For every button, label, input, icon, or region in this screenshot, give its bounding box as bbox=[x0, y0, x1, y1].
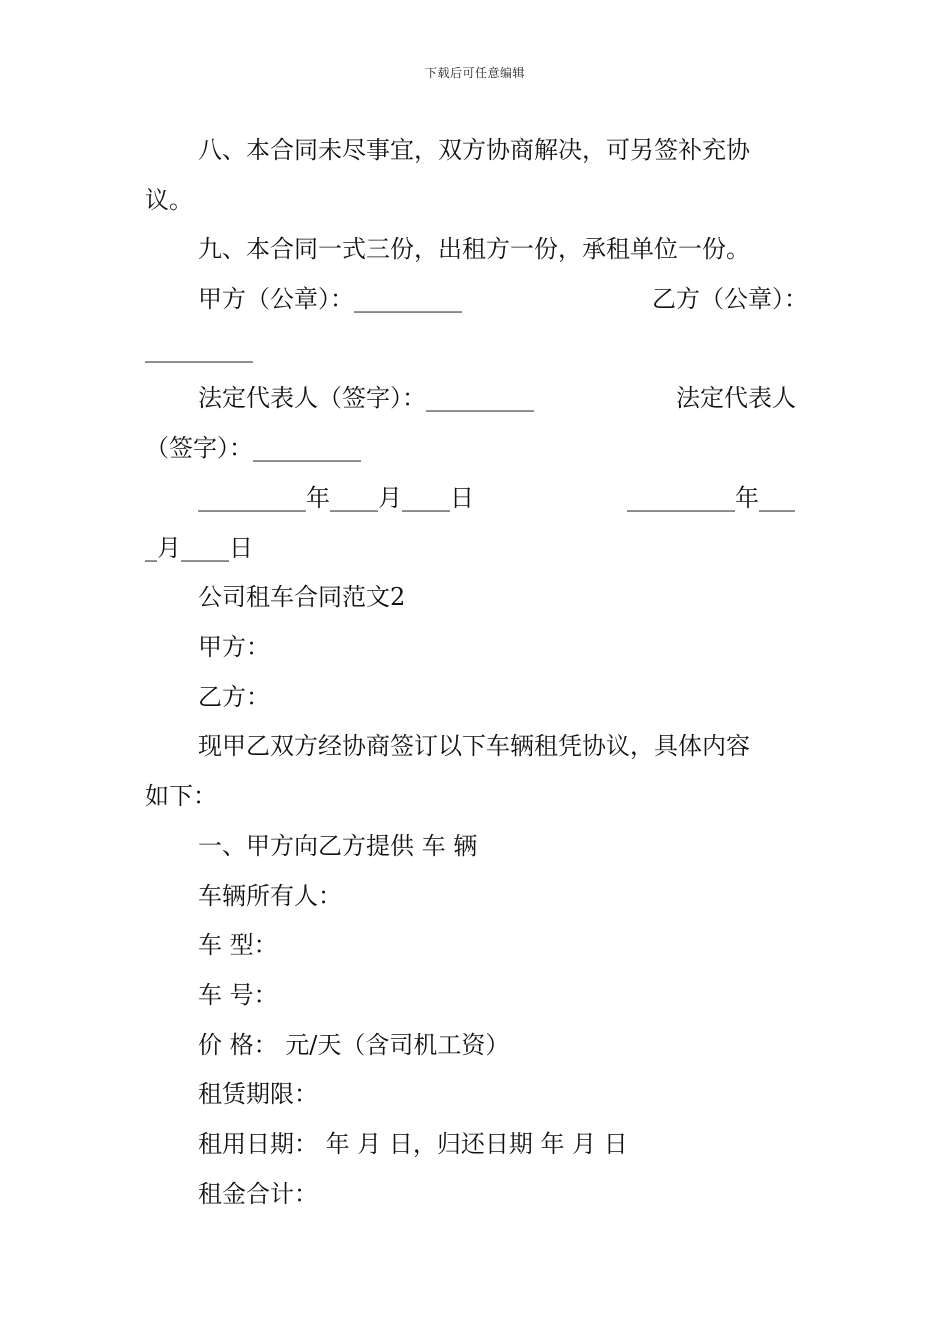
section-title: 公司租车合同范文2 bbox=[198, 583, 406, 611]
party-a-seal-line: 甲方（公章）：_________ bbox=[198, 285, 462, 313]
vehicle-owner-field: 车辆所有人： bbox=[198, 882, 342, 910]
price-field: 价 格： 元/天（含司机工资） bbox=[198, 1031, 510, 1059]
clause-nine-text: 九、本合同一式三份，出租方一份，承租单位一份。 bbox=[198, 235, 750, 263]
agreement-intro-continuation: 如下： bbox=[145, 782, 217, 810]
party-b-label: 乙方： bbox=[198, 683, 270, 711]
rental-dates-field: 租用日期： 年 月 日，归还日期 年 月 日 bbox=[198, 1130, 628, 1158]
vehicle-model-field: 车 型： bbox=[198, 931, 278, 959]
party-b-seal-blank: _________ bbox=[145, 335, 253, 363]
clause-eight-continuation: 议。 bbox=[145, 186, 193, 214]
party-b-date-continuation: _月____日 bbox=[145, 534, 253, 562]
party-b-signature-line: （签字）：_________ bbox=[145, 434, 361, 462]
page-header: 下载后可任意编辑 bbox=[424, 66, 525, 80]
party-a-representative-line: 法定代表人（签字）：_________ bbox=[198, 384, 534, 412]
party-b-representative-label: 法定代表人 bbox=[676, 384, 796, 412]
clause-one-heading: 一、甲方向乙方提供 车 辆 bbox=[198, 832, 478, 860]
rent-total-field: 租金合计： bbox=[198, 1180, 318, 1208]
clause-eight-text: 八、本合同未尽事宜，双方协商解决，可另签补充协 bbox=[198, 136, 750, 164]
vehicle-plate-field: 车 号： bbox=[198, 981, 278, 1009]
party-b-date-line: _________年___ bbox=[627, 484, 795, 512]
party-a-date-line: _________年____月____日 bbox=[198, 484, 474, 512]
agreement-intro: 现甲乙双方经协商签订以下车辆租凭协议，具体内容 bbox=[198, 732, 750, 760]
lease-term-field: 租赁期限： bbox=[198, 1080, 318, 1108]
party-b-seal-label: 乙方（公章）： bbox=[652, 285, 808, 313]
party-a-label: 甲方： bbox=[198, 633, 270, 661]
